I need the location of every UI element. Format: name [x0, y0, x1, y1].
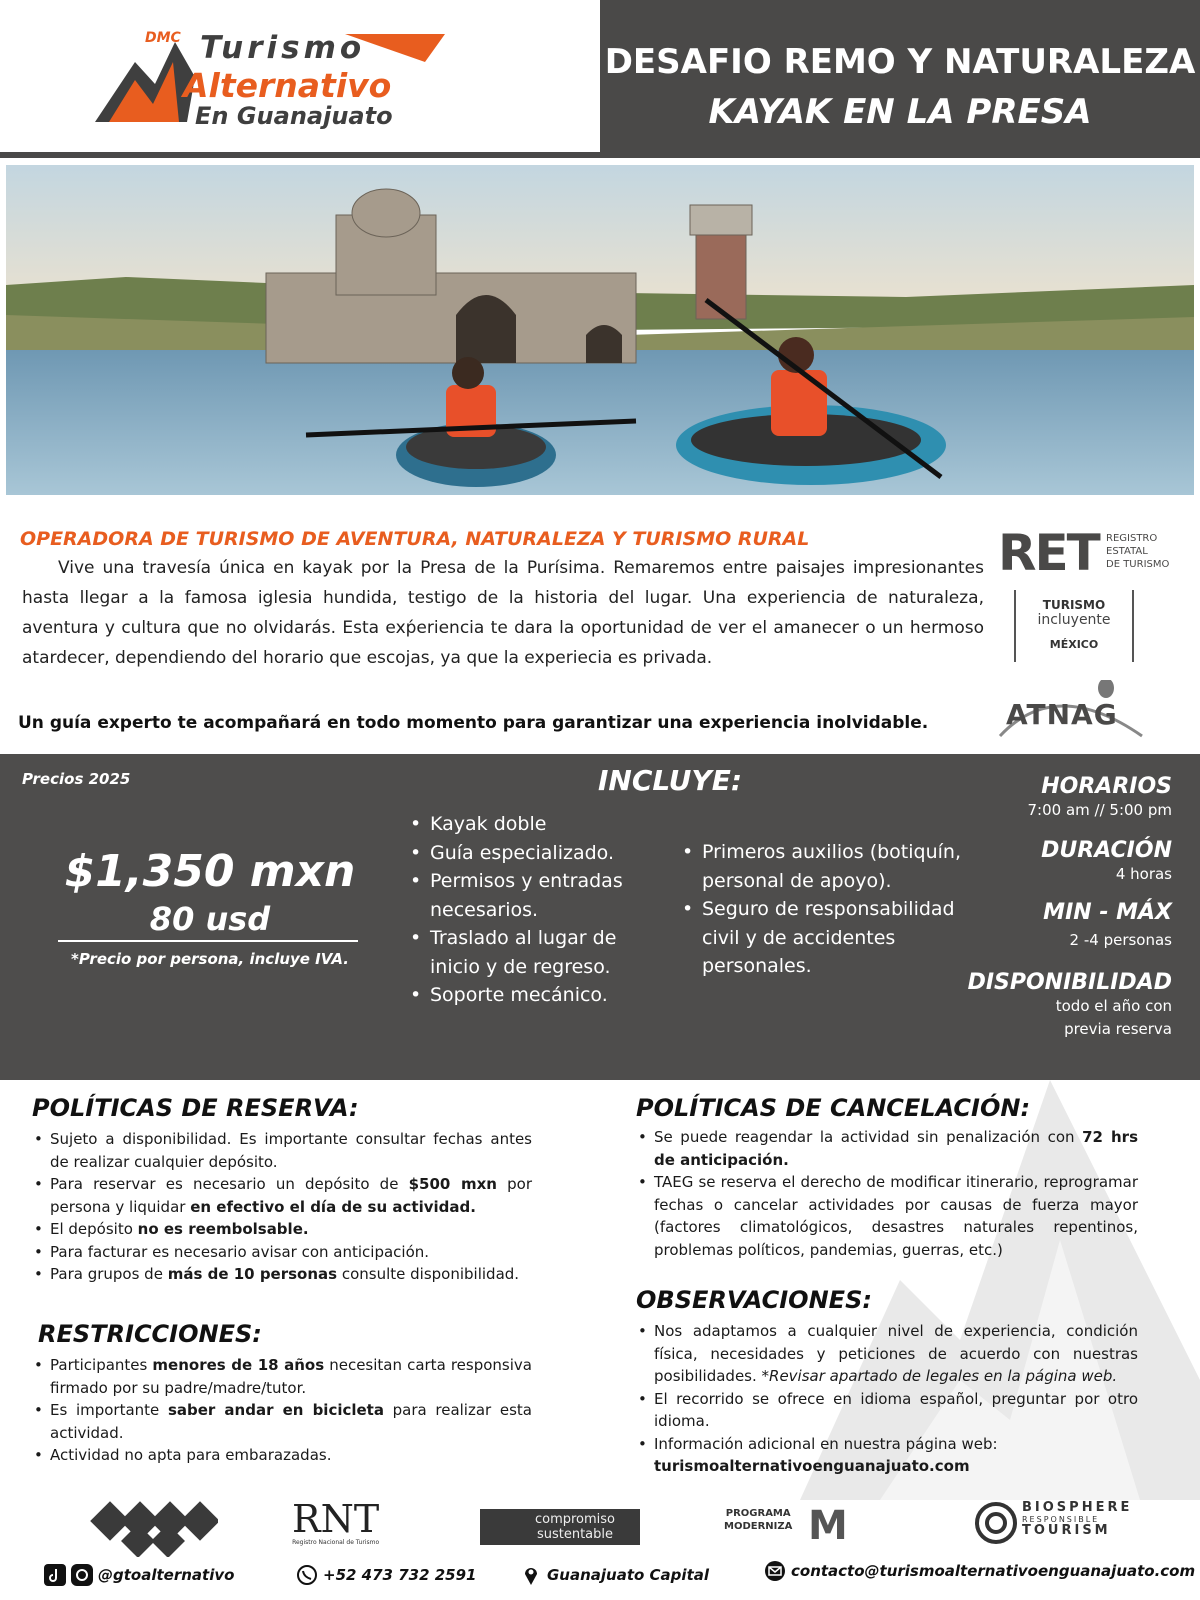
schedule-value: 7:00 am // 5:00 pm: [1027, 801, 1172, 819]
intro-text: Vive una travesía única en kayak por la Presa de la Purísima. Remaremos entre paisajes impresionantes hasta llegar a la famosa iglesia hundida, testigo de la historia del lugar. Una experiencia de naturaleza, aventura y cultura que no olvidarás. Esta exṕeriencia te dara la oportunidad de ver el amanecer o un hermoso atardecer, dependiendo del horario que escojas, ya que la experiecia es privada.: [22, 558, 984, 668]
price-mxn: $1,350 mxn: [64, 846, 356, 897]
contact-bar: [0, 1556, 1200, 1596]
list-item: • Nos adaptamos a cualquier nivel de experiencia, condición física, necesidades y peticiones de acuerdo con nuestras posibilidades. *Revisar apartado de legales en la página web.: [636, 1320, 1138, 1388]
restrictions-list: [32, 1354, 532, 1467]
logo-line1: Turismo: [200, 30, 366, 66]
accessibility-icons: [88, 1497, 218, 1557]
email-contact[interactable]: contacto@turismoalternativoenguanajuato.com: [764, 1560, 1195, 1582]
list-item: • Sujeto a disponibilidad. Es importante consultar fechas antes de realizar cualquier depósito.: [32, 1128, 532, 1173]
compromiso-sustentable-logo: compromiso sustentable: [480, 1509, 640, 1545]
schedule-info: [942, 754, 1172, 1041]
includes-title: INCLUYE:: [597, 764, 743, 797]
atnag-badge: ATNAG: [996, 680, 1146, 740]
schedule-heading: HORARIOS: [1041, 774, 1172, 799]
list-item: • Guía especializado.: [410, 839, 660, 868]
list-item: • Permisos y entradas necesarios.: [410, 867, 660, 924]
moderniza-m-icon: M: [808, 1503, 848, 1549]
observations-list: [636, 1320, 1138, 1478]
restrictions-title: RESTRICCIONES:: [38, 1320, 262, 1348]
list-item: • Para grupos de más de 10 personas consulte disponibilidad.: [32, 1263, 532, 1286]
logo-dmc: DMC: [145, 30, 181, 46]
kayak-lake-illustration: [6, 165, 1194, 495]
cancellation-policies-title: POLÍTICAS DE CANCELACIÓN:: [636, 1094, 1031, 1122]
moderniza-logo: PROGRAMA MODERNIZA: [724, 1508, 793, 1532]
turismo-incluyente-badge: TURISMO incluyente MÉXICO: [1014, 590, 1134, 662]
group-size-heading: MIN - MÁX: [1043, 900, 1172, 925]
company-logo[interactable]: [95, 22, 455, 132]
list-item: • Para facturar es necesario avisar con anticipación.: [32, 1241, 532, 1264]
page-subtitle: KAYAK EN LA PRESA: [708, 92, 1092, 132]
ret-caption: REGISTRO ESTATAL DE TURISMO: [1106, 533, 1170, 570]
phone-contact[interactable]: +52 473 732 2591: [296, 1564, 476, 1586]
list-item: • Traslado al lugar de inicio y de regreso.: [410, 924, 660, 981]
logo-line3: En Guanajuato: [195, 102, 393, 130]
list-item: • Seguro de responsabilidad civil y de accidentes personales.: [682, 895, 982, 981]
list-item: • Para reservar es necesario un depósito de $500 mxn por persona y liquidar en efectivo el día de su actividad.: [32, 1173, 532, 1218]
rnt-logo: RNT Registro Nacional de Turismo: [292, 1497, 380, 1546]
wheelchair-icon: incluyente: [1037, 612, 1111, 628]
availability-value-2: previa reserva: [1064, 1020, 1172, 1038]
page-title: DESAFIO REMO Y NATURALEZA: [604, 42, 1196, 82]
website-link[interactable]: turismoalternativoenguanajuato.com: [654, 1457, 970, 1475]
cancellation-policies-list: [636, 1126, 1138, 1261]
ret-badge: [998, 524, 1170, 582]
social-handle[interactable]: @gtoalternativo: [44, 1564, 234, 1586]
list-item: • El depósito no es reembolsable.: [32, 1218, 532, 1241]
intro-heading: OPERADORA DE TURISMO DE AVENTURA, NATURALEZA Y TURISMO RURAL: [20, 528, 810, 550]
ret-logo: RET: [998, 524, 1099, 582]
header-divider: [0, 152, 1200, 158]
certification-badges: [990, 520, 1190, 750]
list-item: • Kayak doble: [410, 810, 660, 839]
group-size-value: 2 -4 personas: [1069, 931, 1172, 949]
price-divider: [58, 940, 358, 942]
price-note: *Precio por persona, incluye IVA.: [71, 950, 349, 968]
list-item: • Primeros auxilios (botiquín, personal de apoyo).: [682, 838, 982, 895]
whatsapp-icon: [296, 1564, 318, 1586]
email-icon: [764, 1560, 786, 1582]
list-item: • Participantes menores de 18 años necesitan carta responsiva firmado por su padre/madre/tutor.: [32, 1354, 532, 1399]
list-item: • TAEG se reserva el derecho de modificar itinerario, reprogramar fechas o cancelar actividades por causas de fuerza mayor (factores climatológicos, desastres naturales repentinos, problemas políticos, pandemias, guerras, etc.): [636, 1171, 1138, 1261]
duration-value: 4 horas: [1115, 865, 1172, 883]
includes-list-1: [410, 810, 660, 1010]
title-box: [600, 0, 1200, 152]
logo-line2: Alternativo: [183, 66, 392, 105]
list-item: • Es importante saber andar en bicicleta para realizar esta actividad.: [32, 1399, 532, 1444]
prices-label: Precios 2025: [22, 770, 131, 788]
biosphere-icon: [974, 1501, 1018, 1545]
instagram-icon: [71, 1564, 93, 1586]
intro-highlight: Un guía experto te acompañará en todo momento para garantizar una experiencia inolvidable.: [18, 713, 929, 733]
list-item: • Información adicional en nuestra página web: turismoalternativoenguanajuato.com: [636, 1433, 1138, 1478]
availability-heading: DISPONIBILIDAD: [967, 970, 1172, 995]
availability-value-1: todo el año con: [1055, 997, 1172, 1015]
logo-box: [0, 0, 600, 152]
reservation-policies-title: POLÍTICAS DE RESERVA:: [32, 1094, 359, 1122]
list-item: • Actividad no apta para embarazadas.: [32, 1444, 532, 1467]
location-pin-icon: [520, 1564, 542, 1586]
info-band: [0, 754, 1200, 1080]
header: [0, 0, 1200, 160]
tiktok-icon: [44, 1564, 66, 1586]
price-usd: 80 usd: [149, 900, 271, 938]
list-item: • El recorrido se ofrece en idioma español, preguntar por otro idioma.: [636, 1388, 1138, 1433]
includes-list-2: [682, 838, 982, 981]
hero-photo: [6, 165, 1194, 495]
duration-heading: DURACIÓN: [1041, 838, 1172, 863]
reservation-policies-list: [32, 1128, 532, 1286]
location: Guanajuato Capital: [520, 1564, 709, 1586]
observations-title: OBSERVACIONES:: [636, 1286, 872, 1314]
partner-logos: [0, 1495, 1200, 1555]
biosphere-logo: BIOSPHERE RESPONSIBLE TOURISM: [1022, 1500, 1133, 1538]
list-item: • Se puede reagendar la actividad sin penalización con 72 hrs de anticipación.: [636, 1126, 1138, 1171]
list-item: • Soporte mecánico.: [410, 981, 660, 1010]
